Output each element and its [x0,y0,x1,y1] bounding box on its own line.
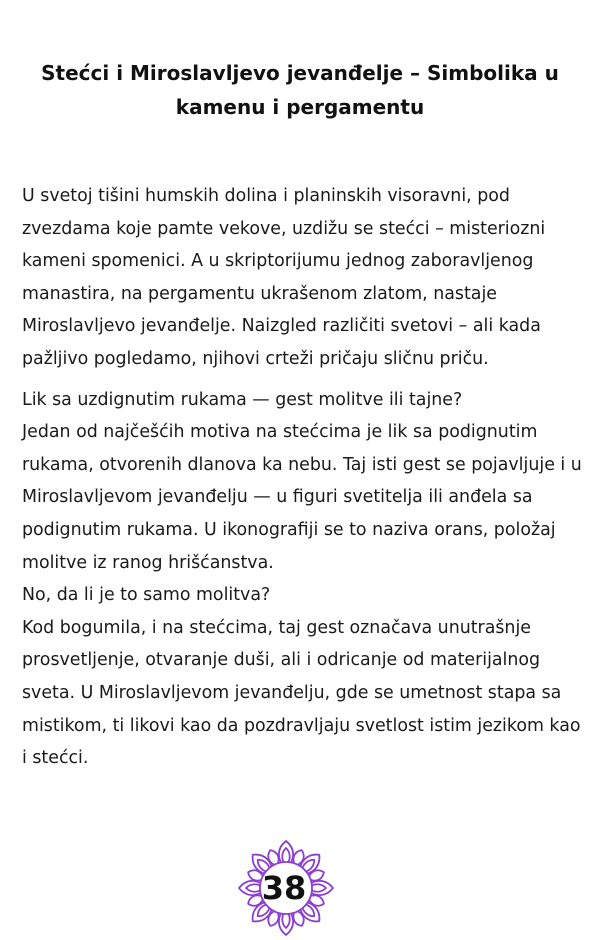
paragraph: Jedan od najčešćih motiva na stećcima je lik sa podignutim rukama, otvorenih dlanova ka nebu. Taj isti gest se pojavljuje i u Miroslavljevom jevanđelju — u figuri svetitelja ili anđela sa podignutim rukama. U ikonografiji se to naziva orans, položaj molitve iz ranog hrišćanstva. [22,422,582,573]
body-text [22,180,588,775]
page-title: Stećci i Miroslavljevo jevanđelje – Simbolika u kamenu i pergamentu [41,61,559,119]
page-number: 38 [261,869,307,907]
section-heading: Lik sa uzdignutim rukama — gest molitve ili tajne? [22,389,463,410]
paragraph: Kod bogumila, i na stećcima, taj gest označava unutrašnje prosvetljenje, otvaranje duši, ali i odricanje od materijalnog sveta. U Miroslavljevom jevanđelju, gde se umetnost stapa sa mistikom, ti likovi kao da pozdravljaju svetlost istim jezikom kao i stećci. [22,617,581,769]
intro-paragraph: U svetoj tišini humskih dolina i planinskih visoravni, pod zvezdama koje pamte vekove, uzdižu se stećci – misteriozni kameni spomenici. A u skriptorijumu jednog zaboravljenog manastira, na pergamentu ukrašenom zlatom, nastaje Miroslavljevo jevanđelje. Naizgled različiti svetovi – ali kada pažljivo pogledamo, njihovi crteži pričaju sličnu priču. [22,186,546,369]
question-line: No, da li je to samo molitva? [22,585,271,606]
